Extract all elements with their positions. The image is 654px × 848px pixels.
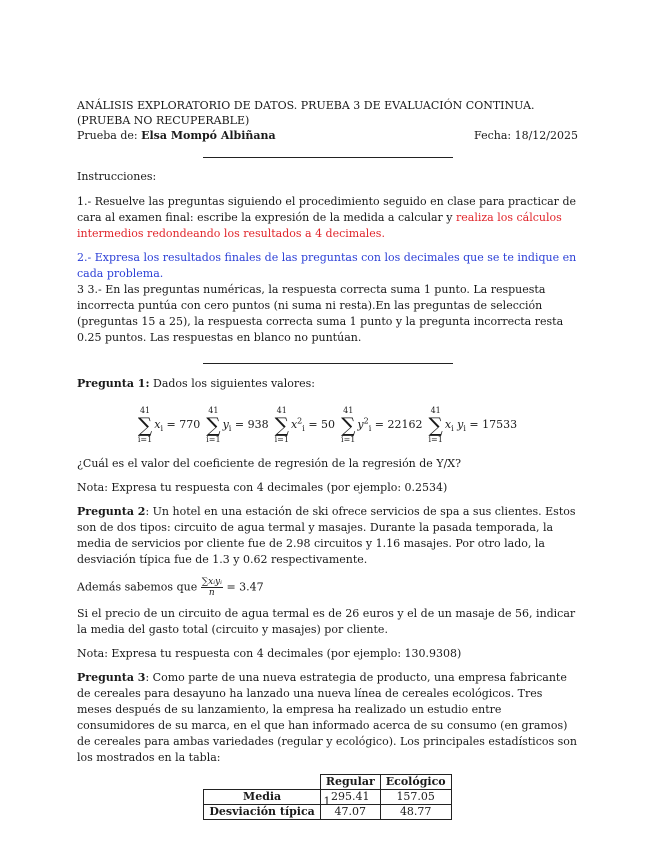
summation-expression <box>357 417 422 433</box>
sum-lower-limit: i=1 <box>206 435 221 444</box>
question-2-text-2: Si el precio de un circuito de agua termal es de 26 euros y el de un masaje de 56, indicar la media del gasto total (circuito y masajes) por cliente. <box>77 607 576 636</box>
table-col-regular: Regular <box>320 775 380 790</box>
sigma-glyph: ∑ <box>341 413 356 437</box>
table-header-row <box>204 775 451 790</box>
subscript: i <box>160 424 163 434</box>
mean-product-fraction <box>201 577 223 598</box>
question-2-text: : Un hotel en una estación de ski ofrece servicios de spa a sus clientes. Estos son de dos tipos: circuito de agua termal y masajes. Durante la pasada temporada, la media de servicios por cliente fue de 2.98 circuitos y 1.16 masajes. Por otro lado, la desviación típica fue de 1.3 y 0.62 respectivamente. <box>77 505 576 566</box>
sum-lower-limit: i=1 <box>341 435 356 444</box>
summation-term <box>341 406 422 444</box>
summation-value: = 50 <box>308 418 336 431</box>
sigma-symbol <box>275 406 289 444</box>
variable: x <box>444 418 452 431</box>
subscript: i <box>228 424 232 434</box>
summation-value: = 770 <box>166 418 201 431</box>
student-prefix: Prueba de: <box>77 129 138 142</box>
sum-lower-limit: i=1 <box>428 435 443 444</box>
question-2-statement <box>77 504 578 568</box>
fraction-denominator: n <box>208 588 215 598</box>
summation-term <box>138 406 200 444</box>
instruction-1-highlight: realiza los cálculos intermedios redondeando los resultados a 4 decimales. <box>77 211 562 240</box>
table-col-ecologico: Ecológico <box>380 775 451 790</box>
subscript: i <box>463 424 466 434</box>
summation-expression <box>445 417 517 433</box>
question-1-intro-text: Dados los siguientes valores: <box>153 377 315 390</box>
sum-upper-limit: 41 <box>139 406 151 415</box>
variable: y <box>357 418 364 431</box>
exponent: 2 <box>363 416 369 426</box>
fraction-numerator: ∑xᵢyᵢ <box>201 577 222 587</box>
variable: x <box>290 418 298 431</box>
table-cell: 157.05 <box>380 790 451 805</box>
question-1-text: ¿Cuál es el valor del coeficiente de regresión de la regresión de Y/X? <box>77 457 462 470</box>
summation-expression <box>223 417 269 433</box>
sigma-symbol <box>428 406 442 444</box>
exam-date: Fecha: 18/12/2025 <box>474 129 578 142</box>
student-row <box>77 128 578 144</box>
sum-upper-limit: 41 <box>276 406 287 415</box>
summation-value: = 938 <box>234 418 269 431</box>
sigma-symbol <box>138 406 152 444</box>
subscript: i <box>368 424 372 434</box>
summation-term <box>428 406 517 444</box>
variable: y <box>457 418 464 431</box>
summation-term <box>275 406 335 444</box>
question-2-formula <box>77 577 578 598</box>
table-cell: 48.77 <box>380 805 451 820</box>
question-3-label: Pregunta 3 <box>77 671 146 684</box>
table-cell: 295.41 <box>320 790 380 805</box>
exam-page <box>77 98 578 820</box>
instruction-2: 2.- Expresa los resultados finales de las preguntas con los decimales que se te indique en cada problema. <box>77 251 577 280</box>
variable: x <box>154 418 161 431</box>
exam-subtitle: (PRUEBA NO RECUPERABLE) <box>77 114 250 127</box>
table-row-label: Media <box>204 790 320 805</box>
subscript: i <box>302 424 305 434</box>
divider-top <box>203 157 453 158</box>
exam-title: ANÁLISIS EXPLORATORIO DE DATOS. PRUEBA 3 DE EVALUACIÓN CONTINUA. <box>77 99 535 112</box>
instructions-heading: Instrucciones: <box>77 170 157 183</box>
sum-upper-limit: 41 <box>208 406 219 415</box>
instruction-1-text: 1.- Resuelve las preguntas siguiendo el procedimiento seguido en clase para practicar de cara al examen final: escribe la expresión de la medida a calcular y <box>77 195 576 224</box>
summation-expression <box>291 417 335 433</box>
summation-formulas <box>77 406 578 444</box>
question-2-note: Nota: Expresa tu respuesta con 4 decimales (por ejemplo: 130.9308) <box>77 647 462 660</box>
sum-upper-limit: 41 <box>430 406 441 415</box>
sigma-glyph: ∑ <box>274 413 289 437</box>
student-name: Elsa Mompó Albiñana <box>141 129 276 142</box>
table-corner <box>204 775 320 790</box>
table-row-label: Desviación típica <box>204 805 320 820</box>
summation-expression <box>154 417 200 433</box>
summation-value: = 17533 <box>469 418 518 431</box>
subscript: i <box>451 424 454 434</box>
divider-bottom <box>203 363 453 364</box>
sigma-glyph: ∑ <box>428 413 443 437</box>
sigma-symbol <box>206 406 220 444</box>
question-2-formula-prefix: Además sabemos que <box>77 580 198 594</box>
question-1-intro <box>77 376 578 392</box>
sigma-glyph: ∑ <box>137 413 153 437</box>
question-1-label: Pregunta 1: <box>77 377 150 390</box>
sum-lower-limit: i=1 <box>274 435 289 444</box>
sum-upper-limit: 41 <box>343 406 354 415</box>
exponent: 2 <box>297 416 303 426</box>
fraction-value: = 3.47 <box>226 580 264 594</box>
student-field <box>77 128 276 144</box>
sum-lower-limit: i=1 <box>137 435 153 444</box>
question-1-note: Nota: Expresa tu respuesta con 4 decimales (por ejemplo: 0.2534) <box>77 481 448 494</box>
summation-term <box>206 406 268 444</box>
question-3-text: : Como parte de una nueva estrategia de producto, una empresa fabricante de cereales para desayuno ha lanzado una nueva línea de cereales ecológicos. Tres meses después de su lanzamiento, la empresa ha realizado un estudio entre consumidores de su marca, en el que han informado acerca de su consumo (en gramos) de cereales para ambas variedades (regular y ecológico). Los principales estadísticos son los mostrados en la tabla: <box>77 671 577 764</box>
variable: y <box>222 418 229 431</box>
table-cell: 47.07 <box>320 805 380 820</box>
sigma-glyph: ∑ <box>206 413 221 437</box>
page-number: 1 <box>323 795 331 808</box>
sigma-symbol <box>341 406 355 444</box>
instruction-1 <box>77 194 578 242</box>
question-3-statement <box>77 670 578 766</box>
question-2-label: Pregunta 2 <box>77 505 146 518</box>
summation-value: = 22162 <box>374 418 423 431</box>
instruction-3: 3 3.- En las preguntas numéricas, la respuesta correcta suma 1 punto. La respuesta incorrecta puntúa con cero puntos (ni suma ni resta).En las preguntas de selección (preguntas 15 a 25), la respuesta correcta suma 1 punto y la pregunta incorrecta resta 0.25 puntos. Las respuestas en blanco no puntúan. <box>77 283 564 344</box>
